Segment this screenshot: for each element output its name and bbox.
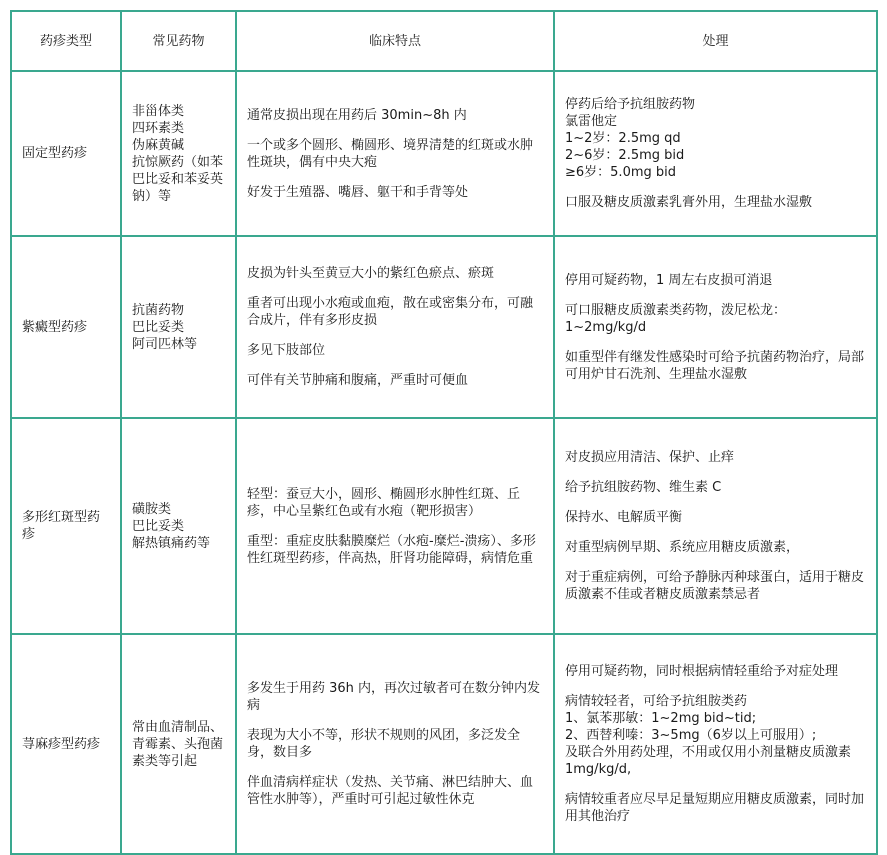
treatment-paragraph: 病情较轻者，可给予抗组胺类药 1、氯苯那敏：1~2mg bid~tid; 2、西替利嗪：3~5mg（6岁以上可服用）; 及联合外用药处理，不用或仅用小剂量糖皮质激素1mg/kg/d,	[565, 694, 852, 777]
cell-clinical-features	[236, 236, 554, 418]
feature-paragraph: 伴血清病样症状（发热、关节痛、淋巴结肿大、血管性水肿等），严重时可引起过敏性休克	[247, 775, 534, 807]
table-row	[11, 236, 877, 418]
treatment-paragraph: 停药后给予抗组胺药物 氯雷他定 1~2岁：2.5mg qd 2~6岁：2.5mg bid ≥6岁：5.0mg bid	[565, 97, 696, 180]
treatment-paragraph: 停用可疑药物，同时根据病情轻重给予对症处理	[565, 664, 839, 679]
header-type: 药疹类型	[11, 11, 121, 71]
cell-eruption-type: 多形红斑型药疹	[11, 418, 121, 634]
feature-paragraph: 多发生于用药 36h 内，再次过敏者可在数分钟内发病	[247, 681, 541, 713]
feature-paragraph: 重者可出现小水疱或血疱，散在或密集分布，可融合成片，伴有多形皮损	[247, 296, 534, 328]
feature-paragraph: 多见下肢部位	[247, 343, 326, 358]
treatment-paragraph: 如重型伴有继发性感染时可给予抗菌药物治疗，局部可用炉甘石洗剂、生理盐水湿敷	[565, 349, 865, 382]
cell-treatment	[554, 71, 877, 236]
cell-common-drugs	[121, 236, 236, 418]
cell-eruption-type: 固定型药疹	[11, 71, 121, 236]
cell-treatment	[554, 418, 877, 634]
feature-paragraph: 一个或多个圆形、椭圆形、境界清楚的红斑或水肿性斑块，偶有中央大疱	[247, 137, 534, 170]
feature-paragraph: 通常皮损出现在用药后 30min~8h 内	[247, 107, 467, 123]
table-row	[11, 418, 877, 634]
table-row	[11, 71, 877, 236]
header-row	[11, 11, 877, 71]
drugs-text: 非甾体类 四环素类 伪麻黄碱 抗惊厥药（如苯巴比妥和苯妥英钠）等	[132, 103, 224, 204]
treatment-paragraph: 对重型病例早期、系统应用糖皮质激素，	[565, 540, 800, 555]
cell-eruption-type: 荨麻疹型药疹	[11, 634, 121, 854]
treatment-paragraph: 对于重症病例，可给予静脉丙种球蛋白，适用于糖皮质激素不佳或者糖皮质激素禁忌者	[565, 570, 865, 602]
drugs-text: 常由血清制品、青霉素、头孢菌素类等引起	[132, 719, 224, 769]
feature-paragraph: 好发于生殖器、嘴唇、躯干和手背等处	[247, 184, 469, 200]
header-drugs: 常见药物	[121, 11, 236, 71]
feature-paragraph: 可伴有关节肿痛和腹痛，严重时可便血	[247, 373, 469, 388]
cell-clinical-features	[236, 418, 554, 634]
cell-treatment	[554, 634, 877, 854]
treatment-paragraph: 给予抗组胺药物、维生素 C	[565, 480, 722, 495]
cell-eruption-type: 紫癜型药疹	[11, 236, 121, 418]
treatment-paragraph: 保持水、电解质平衡	[565, 510, 683, 525]
drugs-text: 磺胺类 巴比妥类 解热镇痛药等	[132, 501, 211, 551]
cell-clinical-features	[236, 71, 554, 236]
header-treatment: 处理	[554, 11, 877, 71]
header-features: 临床特点	[236, 11, 554, 71]
treatment-paragraph: 病情较重者应尽早足量短期应用糖皮质激素，同时加用其他治疗	[565, 792, 865, 824]
feature-paragraph: 重型：重症皮肤黏膜糜烂（水疱-糜烂-溃疡）、多形性红斑型药疹，伴高热，肝肾功能障碍，病情危重	[247, 533, 536, 566]
feature-paragraph: 表现为大小不等，形状不规则的风团，多泛发全身，数目多	[247, 728, 521, 760]
cell-common-drugs	[121, 634, 236, 854]
feature-paragraph: 皮损为针头至黄豆大小的紫红色瘀点、瘀斑	[247, 266, 495, 281]
cell-treatment	[554, 236, 877, 418]
feature-paragraph: 轻型：蚕豆大小，圆形、椭圆形水肿性红斑、丘疹，中心呈紫红色或有水疱（靶形损害）	[247, 486, 521, 519]
cell-common-drugs	[121, 418, 236, 634]
drugs-text: 抗菌药物 巴比妥类 阿司匹林等	[132, 302, 198, 352]
treatment-paragraph: 停用可疑药物，1 周左右皮损可消退	[565, 272, 773, 288]
treatment-paragraph: 可口服糖皮质激素类药物，泼尼松龙：1~2mg/kg/d	[565, 302, 787, 335]
treatment-paragraph: 口服及糖皮质激素乳膏外用，生理盐水湿敷	[565, 195, 813, 210]
cell-common-drugs	[121, 71, 236, 236]
drug-eruption-table	[10, 10, 878, 855]
treatment-paragraph: 对皮损应用清洁、保护、止痒	[565, 450, 735, 465]
drug-eruption-table-frame	[10, 10, 876, 840]
table-row	[11, 634, 877, 854]
cell-clinical-features	[236, 634, 554, 854]
